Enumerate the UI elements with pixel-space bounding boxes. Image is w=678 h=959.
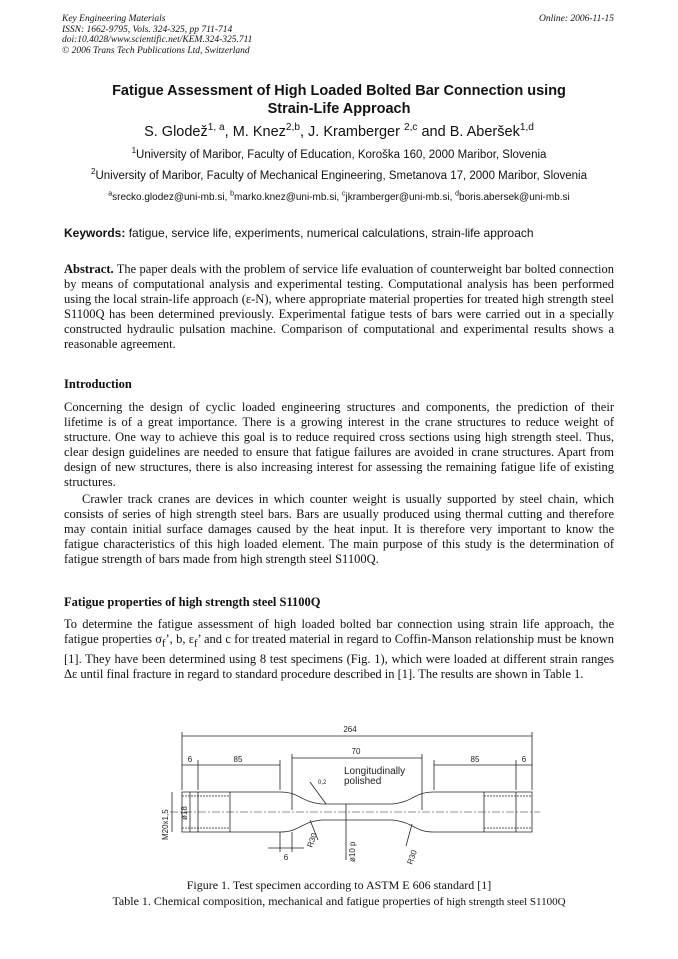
doi-line: doi:10.4028/www.scientific.net/KEM.324-325.711	[62, 35, 253, 45]
label-70: 70	[351, 747, 361, 756]
paper-title	[62, 82, 616, 118]
label-dia10: ø10 p	[348, 841, 357, 862]
author-1-sup: 1, a	[207, 122, 225, 134]
table-1-caption-b: high strength steel S1100Q	[446, 896, 566, 908]
author-2: M. Knez	[232, 124, 286, 140]
affiliation-1-sup: 1	[131, 146, 137, 156]
label-6-bottom: 6	[283, 853, 289, 862]
affiliation-2-sup: 2	[90, 167, 96, 177]
author-sep: ,	[299, 124, 309, 140]
online-date: Online: 2006-11-15	[538, 14, 614, 24]
copyright-line: © 2006 Trans Tech Publications Ltd, Switzerland	[62, 45, 250, 56]
fatigue-text-3: ’ and c for treated material in regard to Coffin-Manson relationship must be known [1]. They have been determined using 8 test specimens (Fig. 1), which were loaded at different strain ranges Δε until final fracture in regard to standard procedure described in [1]. The results are shown in Table 1.	[64, 632, 614, 681]
abstract-text: The paper deals with the problem of service life evaluation of counterweight bar bolted connection by means of computational analysis and experimental testing. Computational analysis has been performed using the local strain-life approach (ε-N), where appropriate material properties for treated high strength steel S1100Q has been determined previously. Experimental fatigue tests of bars were carried out in a specially constructed hydraulic pulsation machine. Comparison of computational and experimental results shows a reasonable agreement.	[64, 262, 615, 351]
affiliation-1	[40, 146, 638, 161]
keywords	[64, 226, 534, 240]
r30-right-leader	[406, 824, 412, 846]
abstract	[64, 262, 614, 352]
author-1: S. Glodež	[144, 124, 208, 140]
journal-name: Key Engineering Materials	[62, 14, 166, 24]
title-line-2: Strain-Life Approach	[267, 101, 411, 117]
fatigue-section-heading: Fatigue properties of high strength steel S1100Q	[64, 595, 321, 609]
keywords-text: fatigue, service life, experiments, numerical calculations, strain-life approach	[128, 226, 534, 240]
abstract-label: Abstract.	[64, 262, 114, 276]
issn-line: ISSN: 1662-9795, Vols. 324-325, pp 711-714	[62, 24, 233, 35]
epsilon-sub: f	[193, 638, 198, 650]
email-2[interactable]: marko.knez@uni-mb.si	[234, 192, 337, 203]
label-85-right: 85	[470, 755, 480, 764]
label-6-right: 6	[521, 755, 527, 764]
title-line-1: Fatigue Assessment of High Loaded Bolted Bar Connection using	[112, 83, 566, 99]
specimen-drawing	[150, 720, 540, 870]
label-roughness: 0,2	[318, 780, 327, 786]
author-sep: ,	[224, 124, 233, 140]
email-4-sup: d	[455, 190, 460, 198]
email-2-sup: b	[230, 190, 235, 198]
label-dia18: ø18	[180, 806, 189, 820]
fatigue-text-2: ’, b, ε	[165, 632, 194, 646]
author-4-sup: 1,d	[519, 122, 534, 134]
keywords-label: Keywords:	[64, 226, 126, 240]
author-4: B. Aberšek	[449, 124, 520, 140]
affiliation-1-text: University of Maribor, Faculty of Education, Koroška 160, 2000 Maribor, Slovenia	[136, 149, 547, 161]
label-264: 264	[343, 725, 357, 734]
author-3: J. Kramberger	[308, 124, 400, 140]
sigma-sub: f	[162, 638, 166, 650]
figure-1-caption: Figure 1. Test specimen according to ASTM E 606 standard [1]	[186, 878, 492, 892]
label-r30-right: R30	[405, 848, 419, 866]
email-4[interactable]: boris.abersek@uni-mb.si	[459, 192, 570, 203]
label-thread: M20x1,5	[161, 809, 170, 840]
author-and: and	[417, 124, 450, 140]
email-1-sup: a	[108, 190, 113, 198]
email-3-sup: c	[341, 190, 346, 198]
affiliation-2	[40, 167, 638, 182]
label-polished: polished	[344, 776, 382, 787]
fatigue-text-1: To determine the fatigue assessment of high loaded bolted bar connection using strain life approach, the fatigue properties σ	[64, 617, 614, 646]
fatigue-section-paragraph	[64, 617, 614, 682]
table-1-caption	[0, 894, 678, 909]
journal-header	[62, 14, 252, 56]
author-2-sup: 2,b	[285, 122, 300, 134]
label-6-left: 6	[187, 755, 193, 764]
introduction-heading: Introduction	[64, 377, 132, 391]
label-r30-left: R30	[305, 831, 319, 849]
author-list	[62, 124, 616, 140]
email-1[interactable]: srecko.glodez@uni-mb.si	[112, 192, 225, 203]
affiliation-2-text: University of Maribor, Faculty of Mechanical Engineering, Smetanova 17, 2000 Maribor, Slovenia	[95, 170, 588, 182]
author-3-sup: 2,c	[403, 122, 418, 134]
email-3[interactable]: jkramberger@uni-mb.si	[345, 192, 450, 203]
introduction-paragraph-1: Concerning the design of cyclic loaded engineering structures and components, the prediction of their lifetime is of a great importance. There is a growing interest in the crane structures to reduce weight of structure. One way to achieve this goal is to reduce required cross sections using high strength steel. Thus, clear design guidelines are needed to ensure that fatigue failures are avoided in crane structures. Apart from design of new structures, there is also increasing interest for assessing the remaining fatigue life of existing structures.	[64, 400, 614, 489]
label-85-left: 85	[233, 755, 243, 764]
email-list: $^a$srecko.glodez@uni-mb.si, $^b$marko.knez@uni-mb.si, $^c$jkramberger@uni-mb.si, $^d$boris.abersek@uni-mb.si	[108, 190, 570, 203]
table-1-caption-a: Table 1. Chemical composition, mechanical and fatigue properties of	[112, 894, 447, 908]
introduction-paragraph-2: Crawler track cranes are devices in which counter weight is usually supported by steel chain, which consists of series of high strength steel bars. Bars are usually produced using thermal cutting and therefore may contain initial surface damages caused by the heat input. It is therefore very important to know the fatigue characteristics of this high loaded element. The main purpose of this study is the determination of fatigue strength of bars made from high strength steel S1100Q.	[64, 492, 614, 566]
label-longitudinally: Longitudinally	[344, 766, 406, 777]
dimension-labels	[161, 725, 527, 866]
